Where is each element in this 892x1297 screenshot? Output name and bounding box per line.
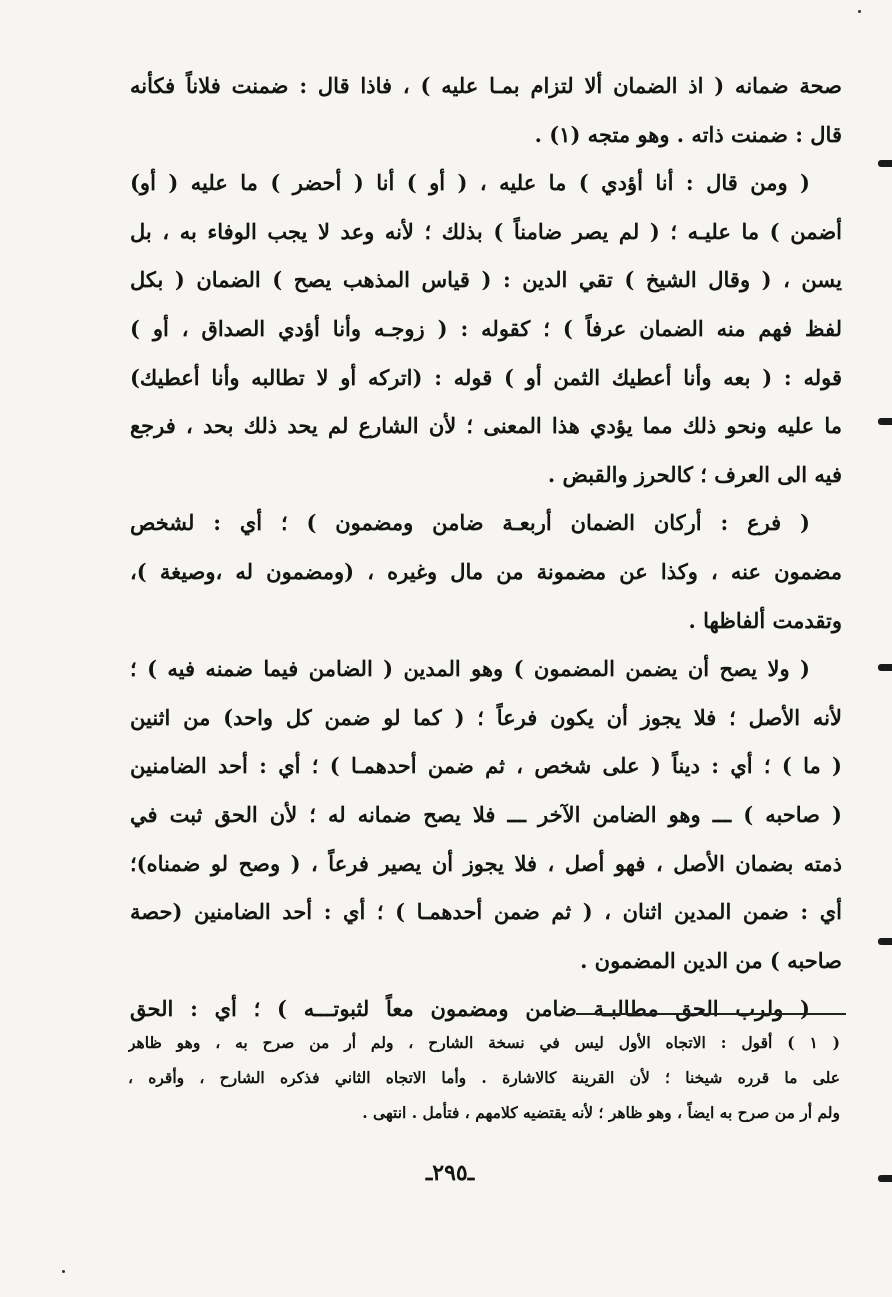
text-line: لأنه الأصل ؛ فلا يجوز أن يكون فرعاً ؛ ( كما لو ضمن كل واحد) من اثنين <box>130 704 842 730</box>
text-line: وتقدمت ألفاظها . <box>688 607 842 633</box>
text-line: فيه الى العرف ؛ كالحرز والقبض . <box>547 461 842 487</box>
scan-edge-mark <box>878 938 892 945</box>
text-line: ( ومن قال : أنا أؤدي ) ما عليه ، ( أو ) أنا ( أحضر ) ما عليه ( أو) <box>130 170 810 196</box>
text-line: ( فرع : أركان الضمان أربعـة ضامن ومضمون ) ؛ أي : لشخص <box>130 510 810 536</box>
text-line: قال : ضمنت ذاته . وهو متجه (١) . <box>534 121 842 147</box>
scan-edge-mark <box>878 418 892 425</box>
text-line: يسن ، ( وقال الشيخ ) تقي الدين : ( قياس المذهب يصح ) الضمان ( بكل <box>130 267 842 293</box>
scan-speck <box>858 10 861 13</box>
footnote-divider <box>576 1013 846 1015</box>
text-line: صاحبه ) من الدين المضمون . <box>580 947 842 973</box>
footnote-line: على ما قرره شيخنا ؛ لأن القرينة كالاشارة . وأما الاتجاه الثاني فذكره الشارح ، وأقره ، <box>128 1068 840 1087</box>
text-line: ما عليه ونحو ذلك مما يؤدي هذا المعنى ؛ لأن الشارع لم يحد ذلك بحد ، فرجع <box>130 413 842 439</box>
scan-speck <box>62 1270 65 1273</box>
footnote-line: ولم أر من صرح به ايضاً ، وهو ظاهر ؛ لأنه يقتضيه كلامهم ، فتأمل . انتهى . <box>362 1103 840 1122</box>
footnotes <box>128 1025 840 1130</box>
footnote-line: ( ١ ) أقول : الاتجاه الأول ليس في نسخة الشارح ، ولم أر من صرح به ، وهو ظاهر <box>128 1033 840 1052</box>
text-line: أي : ضمن المدين اثنان ، ( ثم ضمن أحدهمـا ) ؛ أي : أحد الضامنين (حصة <box>130 899 842 925</box>
text-line: ذمته بضمان الأصل ، فهو أصل ، فلا يجوز أن يصير فرعاً ، ( وصح لو ضمناه)؛ <box>130 850 842 876</box>
page-number: ـ٢٩٥ـ <box>425 1160 475 1186</box>
scan-edge-mark <box>878 1175 892 1182</box>
text-line: مضمون عنه ، وكذا عن مضمونة من مال وغيره ، (ومضمون له ،وصيغة )، <box>130 558 842 584</box>
scan-edge-mark <box>878 664 892 671</box>
main-text <box>130 62 842 1034</box>
text-line: ( ولا يصح أن يضمن المضمون ) وهو المدين ( الضامن فيما ضمنه فيه ) ؛ <box>130 656 810 682</box>
text-line: لفظ فهم منه الضمان عرفاً ) ؛ كقوله : ( زوجـه وأنا أؤدي الصداق ، أو ) <box>130 315 842 341</box>
text-line: ( ما ) ؛ أي : ديناً ( على شخص ، ثم ضمن أحدهمـا ) ؛ أي : أحد الضامنين <box>130 753 842 779</box>
text-line: ( صاحبه ) ـــ وهو الضامن الآخر ـــ فلا يصح ضمانه له ؛ لأن الحق ثبت في <box>130 801 842 827</box>
text-line: أضمن ) ما عليـه ؛ ( لم يصر ضامناً ) بذلك ؛ لأنه وعد لا يجب الوفاء به ، بل <box>130 218 842 244</box>
scan-edge-mark <box>878 160 892 167</box>
text-line: قوله : ( بعه وأنا أعطيك الثمن أو ) قوله : (اتركه أو لا تطالبه وأنا أعطيك) <box>130 364 842 390</box>
text-line: ( ولرب الحق مطالبـة ضامن ومضمون معاً لثبوتـــه ) ؛ أي : الحق <box>130 996 810 1022</box>
text-line: صحة ضمانه ( اذ الضمان ألا لتزام بمـا عليه ) ، فاذا قال : ضمنت فلاناً فكأنه <box>130 73 842 98</box>
